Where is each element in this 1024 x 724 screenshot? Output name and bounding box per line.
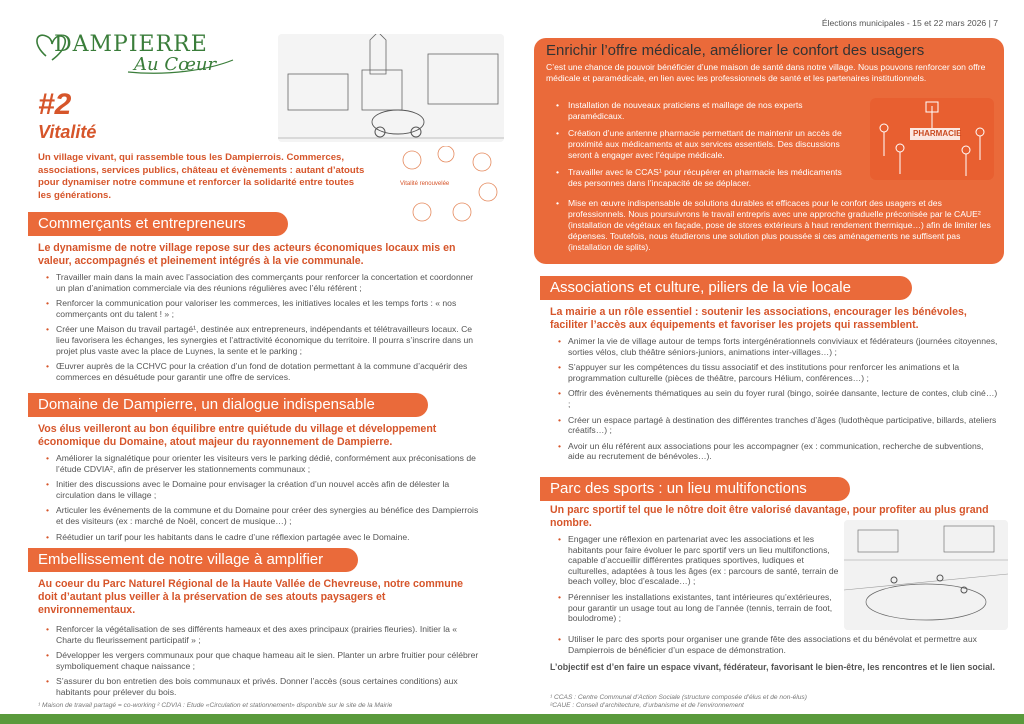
section-lead-parc-sports: Un parc sportif tel que le nôtre doit être valorisé davantage, pour profiter au plus grand nombre. bbox=[550, 504, 989, 529]
pharmacy-sign: PHARMACIE bbox=[913, 129, 962, 138]
pharmacy-people-icon bbox=[870, 98, 994, 180]
list-item: • Œuvrer auprès de la CCHVC pour la création d’un fond de dotation permettant à la commune d’acquérir des commerces en désuétude pour garantir une offre de services. bbox=[46, 361, 481, 382]
sports-park-sketch bbox=[844, 520, 1008, 630]
list-item: • Offrir des évènements thématiques au sein du foyer rural (bingo, soirée dansante, lecture de contes, club ciné…) ; bbox=[558, 388, 1002, 409]
list-item: • Articuler les événements de la commune et du Domaine pour créer des synergies au bénéfice des Dampierrois et des visiteurs (ex : marché de Noël, concert de musique…) ; bbox=[46, 505, 481, 526]
list-item: • Animer la vie de village autour de temps forts intergénérationnels conviviaux et fédérateurs (journées citoyennes, sorties vélos, club théâtre séniors-juniors, animations inter-villages…) ; bbox=[558, 336, 1002, 357]
list-item: • S’appuyer sur les compétences du tissu associatif et des institutions pour renforcer les animations et la programmation culturelle (pièces de théâtre, parcours Hélium, conférences…) ; bbox=[558, 362, 1002, 383]
page-header: Élections municipales - 15 et 22 mars 2026 | 7 bbox=[821, 18, 998, 28]
pharmacy-illustration bbox=[870, 98, 994, 180]
logo-brand: DAMPIERRE bbox=[54, 32, 208, 57]
section-title-associations: Associations et culture, piliers de la vie locale bbox=[540, 276, 912, 300]
logo bbox=[28, 30, 238, 80]
village-sketch-illustration bbox=[278, 34, 504, 142]
right-page bbox=[512, 0, 1024, 724]
section-title-embellissement: Embellissement de notre village à amplifier bbox=[28, 548, 358, 572]
chapter-intro: Un village vivant, qui rassemble tous les Dampierrois. Commerces, associations, services publics, château et évènements : autant d’atouts pour dynamiser notre commune et renforcer la solidarité entre toutes les générations. bbox=[38, 152, 365, 201]
list-medical-comfort bbox=[556, 198, 992, 259]
list-item: • Travailler main dans la main avec l’association des commerçants pour renforcer la concertation et coordonner un plan d’animation commerciale via des réunions régulières avec l’élu référent ; bbox=[46, 272, 481, 293]
section-title-commercants: Commerçants et entrepreneurs bbox=[28, 212, 288, 236]
chapter-title: Vitalité bbox=[38, 122, 97, 142]
list-item: • Avoir un élu référent aux associations pour les accompagner (ex : communication, recherche de subventions, aide au recrutement de bénévoles…). bbox=[558, 441, 1002, 462]
sports-conclusion: L’objectif est d’en faire un espace vivant, fédérateur, favorisant le bien-être, les rencontres et le lien social. bbox=[550, 662, 995, 672]
list-item: • Travailler avec le CCAS¹ pour récupérer en pharmacie les médicaments des personnes dans l’incapacité de se déplacer. bbox=[556, 167, 856, 189]
list-item: • S’assurer du bon entretien des bois communaux et privés. Donner l’accès (sous certaines conditions) aux habitants pour prélever du bois. bbox=[46, 676, 481, 697]
list-medical bbox=[556, 100, 856, 195]
section-lead-domaine: Vos élus veilleront au bon équilibre entre quiétude du village et développement économique du Domaine, atout majeur du rayonnement de Dampierre. bbox=[38, 423, 437, 448]
list-domaine bbox=[46, 453, 481, 547]
logo-tagline: Au Cœur bbox=[134, 54, 217, 75]
section-lead-embellissement: Au coeur du Parc Naturel Régional de la Haute Vallée de Chevreuse, notre commune doit d’autant plus veiller à la préservation de ses atouts paysagers et environnementaux. bbox=[38, 578, 464, 616]
list-item: • Créer un espace partagé à destination des différentes tranches d’âges (ludothèque participative, billards, ateliers créatifs…) ; bbox=[558, 415, 1002, 436]
medical-lead: C’est une chance de pouvoir bénéficier d’une maison de santé dans notre village. Nous pouvons renforcer son offre médicale et paramédicale, en lien avec les professionnels de santé et les partenaires institutionnels. bbox=[546, 62, 986, 83]
section-lead-commercants: Le dynamisme de notre village repose sur des acteurs économiques locaux mis en valeur, accompagnés et pleinement intégrés à la vie communale. bbox=[38, 242, 456, 267]
list-item: • Améliorer la signalétique pour orienter les visiteurs vers le parking dédié, conformément aux préconisations de l’étude CDVIA², afin de préserver les stationnements communaux ; bbox=[46, 453, 481, 474]
list-item: • Pérenniser les installations existantes, tant intérieures qu’extérieures, pour garantir un usage tout au long de l’année (tennis, terrain de foot, boulodrome) ; bbox=[558, 592, 840, 624]
list-item: • Renforcer la communication pour valoriser les commerces, les initiatives locales et les temps forts : « nos commerçants ont du talent ! » ; bbox=[46, 298, 481, 319]
section-title-domaine: Domaine de Dampierre, un dialogue indispensable bbox=[28, 393, 428, 417]
list-item: • Renforcer la végétalisation de ses différents hameaux et des axes principaux (prairies fleuries). Initier la « Charte du fleurissement participatif » ; bbox=[46, 624, 481, 645]
bottom-green-bar bbox=[0, 714, 1024, 724]
list-item: • Création d’une antenne pharmacie permettant de maintenir un accès de proximité aux médicaments et aux services essentiels. Des discussions seront à engager avec l’équipe médicale. bbox=[556, 128, 856, 161]
list-item: • Initier des discussions avec le Domaine pour envisager la création d’un nouvel accès afin de délester la circulation dans le village ; bbox=[46, 479, 481, 500]
list-parc-sports bbox=[558, 534, 840, 629]
footnote-right-2: ²CAUE : Conseil d’architecture, d’urbanisme et de l’environnement bbox=[550, 702, 744, 709]
section-title-parc-sports: Parc des sports : un lieu multifonctions bbox=[540, 477, 850, 501]
list-parc-sports-events bbox=[558, 634, 1002, 660]
list-item: • Engager une réflexion en partenariat avec les associations et les habitants pour faire évoluer le parc sportif vers un lieu multifonctions, capable d’accueillir différentes pratiques sportives, ludiques et culturelles, adaptées à tous les âges (ex : parcours de santé, terrain de beach volley, bloc d’escalade…) ; bbox=[558, 534, 840, 587]
chapter-number: #2 bbox=[38, 88, 72, 121]
section-lead-associations: La mairie a un rôle essentiel : soutenir les associations, encourager les bénévoles, faciliter l’accès aux équipements et favoriser les projets qui rassemblent. bbox=[550, 306, 967, 331]
footnote-right-1: ¹ CCAS : Centre Communal d’Action Sociale (structure composée d’élus et de non-élus) bbox=[550, 694, 807, 701]
list-commercants bbox=[46, 272, 481, 387]
list-item: • Développer les vergers communaux pour que chaque hameau ait le sien. Planter un arbre fruitier pour célébrer symboliquement chaque naissance ; bbox=[46, 650, 481, 671]
wheel-label: Vitalité renouvelée bbox=[400, 181, 450, 187]
list-associations bbox=[558, 336, 1002, 467]
list-item: • Installation de nouveaux praticiens et maillage de nos experts paramédicaux. bbox=[556, 100, 856, 122]
footnote-left: ¹ Maison de travail partagé = co-working ² CDVIA : Etude «Circulation et stationnement» disponible sur le site de la Mairie bbox=[38, 702, 393, 709]
list-item: • Créer une Maison du travail partagé¹, destinée aux entrepreneurs, indépendants et télétravailleurs locaux. Ce lieu favorisera les échanges, les synergies et l’attractivité économique du territoire. Il pourra s’inscrire dans un projet plus vaste avec la place de Luynes, la sente et le parking ; bbox=[46, 324, 481, 356]
medical-title: Enrichir l’offre médicale, améliorer le confort des usagers bbox=[546, 42, 925, 59]
list-item: • Réétudier un tarif pour les habitants dans le cadre d’une réflexion partagée avec le Domaine. bbox=[46, 532, 481, 543]
list-embellissement bbox=[46, 624, 481, 703]
list-item: • Mise en œuvre indispensable de solutions durables et efficaces pour le confort des usagers et des professionnels. Nous poursuivrons le travail entrepris avec une approche graduelle préconisée par le CAUE² (installation de végétaux en façade, pose de stores extérieurs à haut rendement thermique…) afin de limiter les dépenses. Toutefois, nous étudierons une solution plus poussée si ces aménagements ne suffisent pas (installation de splits). bbox=[556, 198, 992, 253]
list-item: • Utiliser le parc des sports pour organiser une grande fête des associations et du bénévolat et permettre aux Dampierrois de bénéficier d’un espace de démonstration. bbox=[558, 634, 1002, 655]
